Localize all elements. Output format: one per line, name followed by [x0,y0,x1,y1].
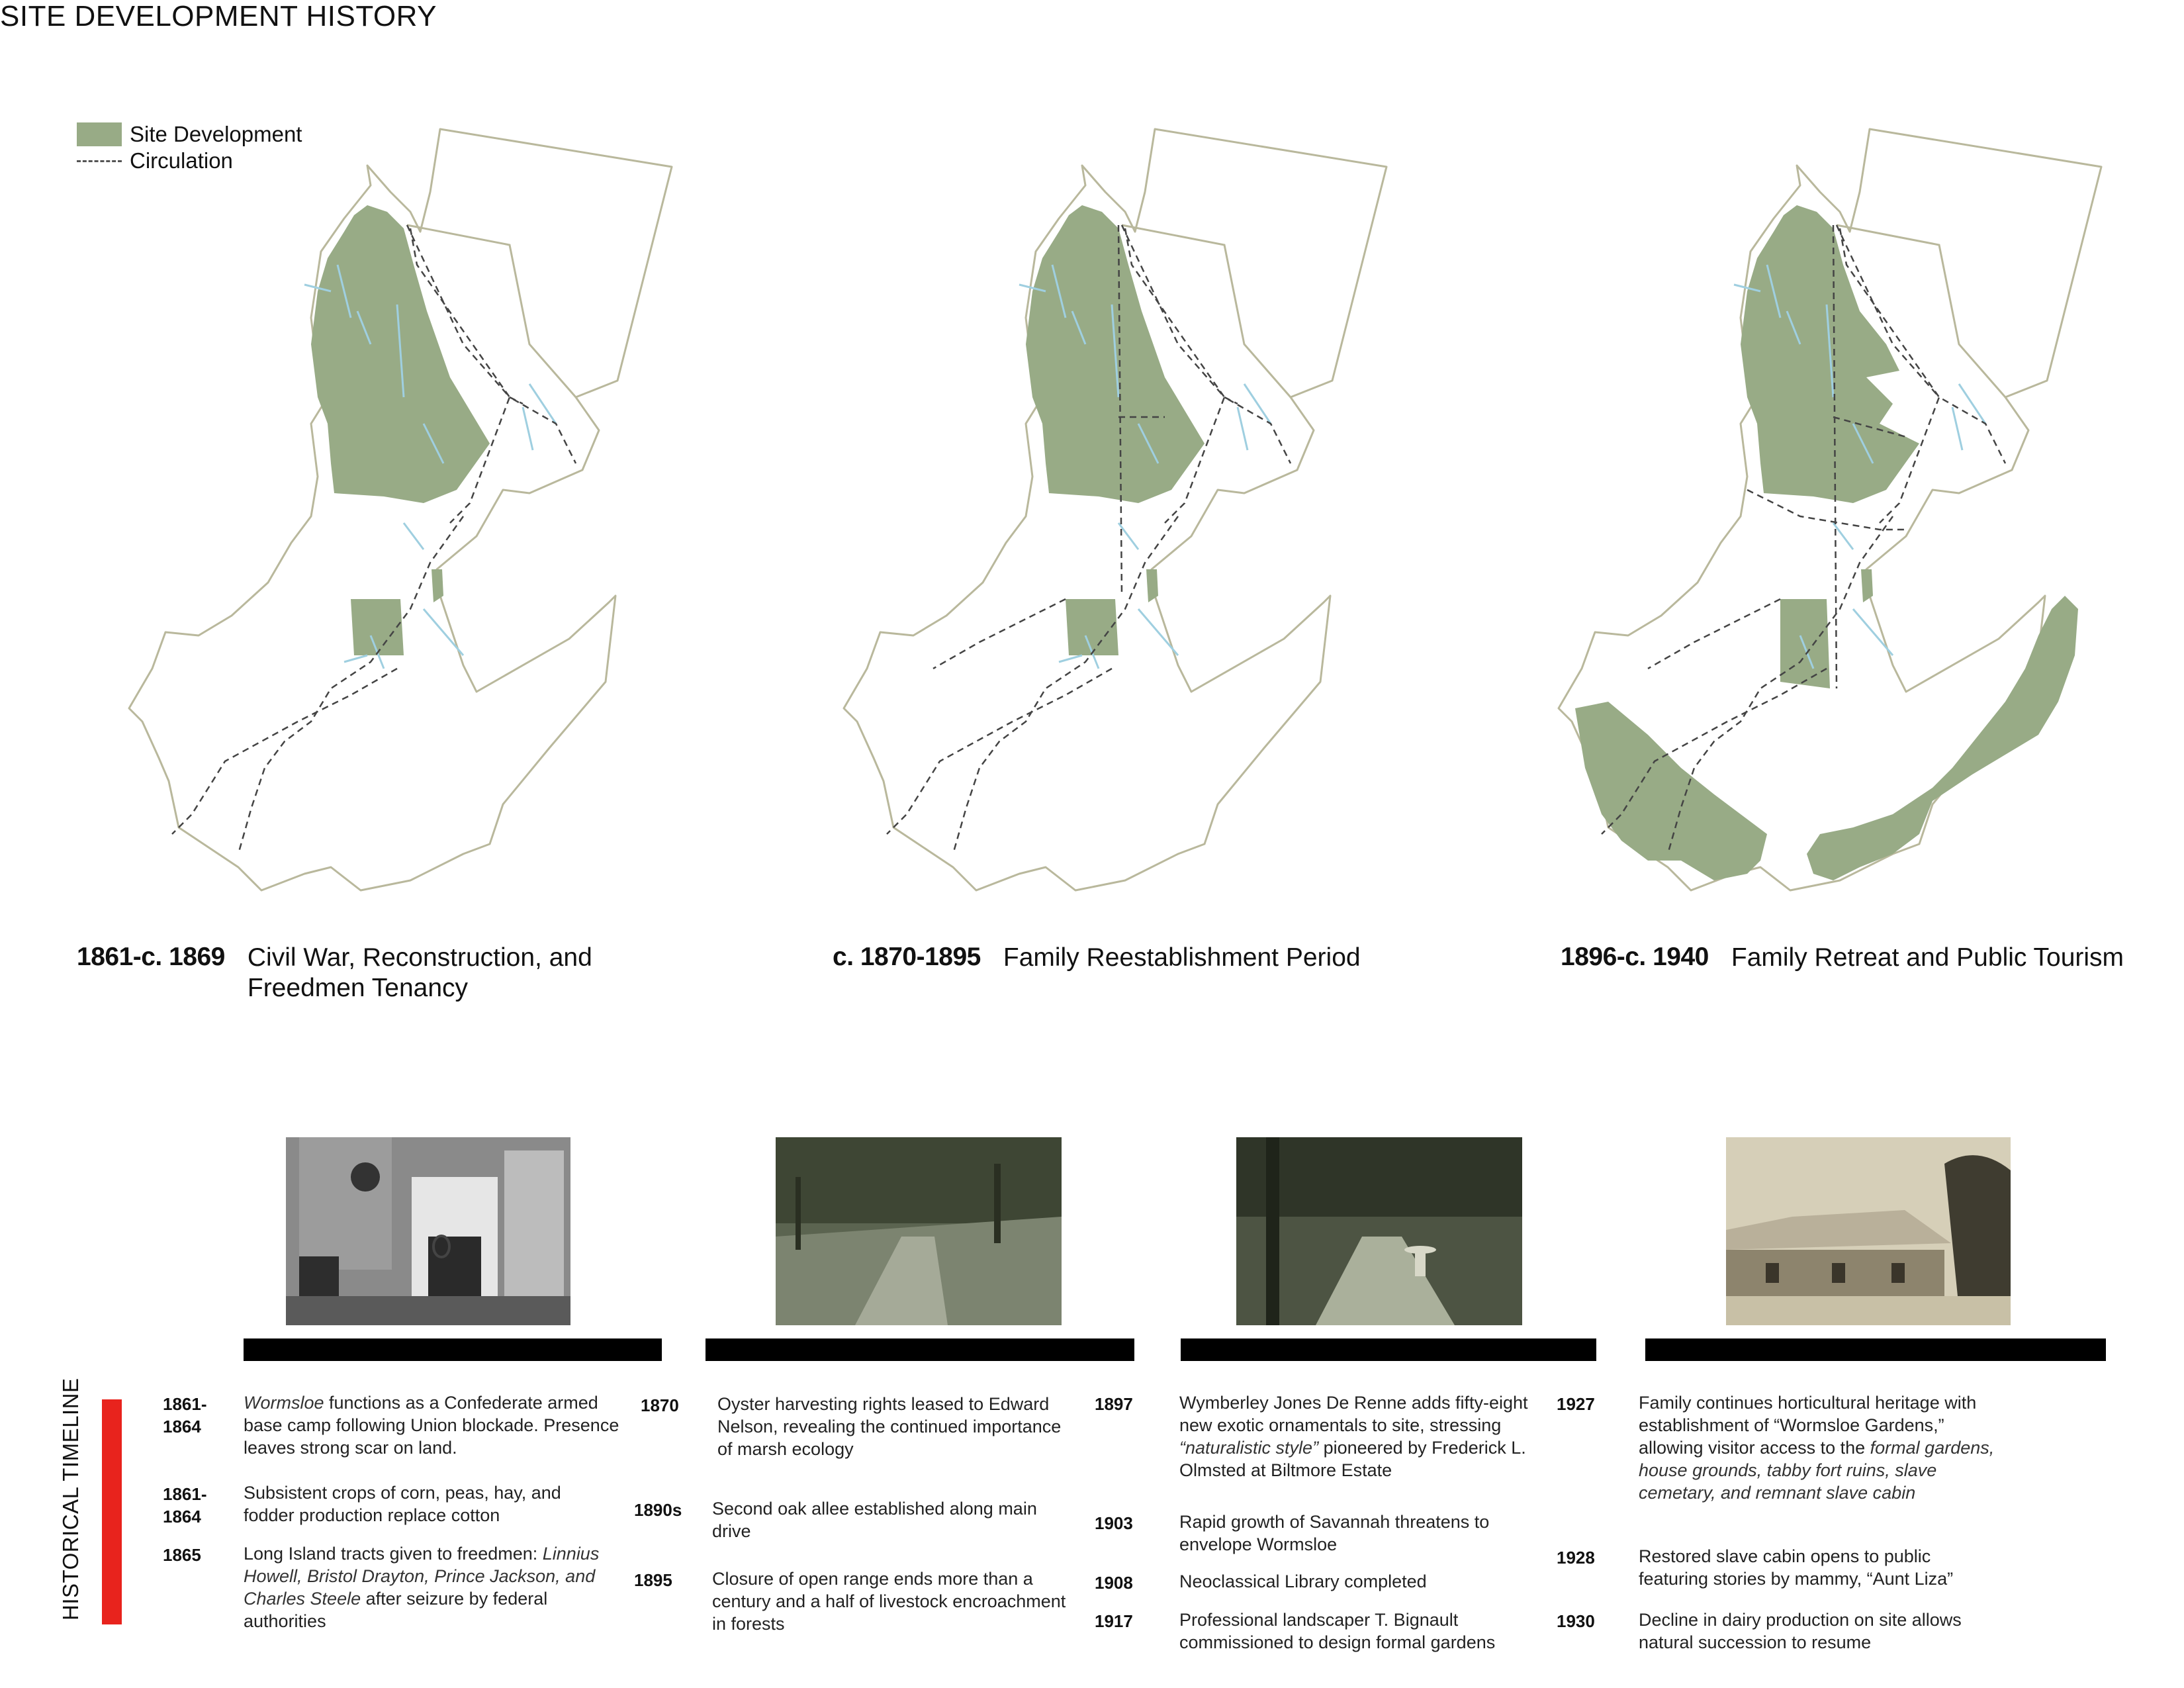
event-text [1179,1570,1530,1593]
event-year: 1861- 1864 [163,1484,207,1526]
event-text-run: Restored slave cabin opens to public featuring stories by mammy, “Aunt Liza” [1639,1546,1954,1589]
map-content [844,129,1387,890]
event-year: 1927 [1557,1394,1595,1414]
event-text [712,1497,1050,1542]
timeline-bar-3 [1181,1338,1596,1361]
event-text-run: Decline in dairy production on site allows natural succession to resume [1639,1610,1962,1652]
period-name: Family Reestablishment Period [1003,943,1361,972]
period-caption-3 [1561,943,2124,973]
event-text-italic: Linnius Howell, Bristol Drayton, Prince Jackson, and Charles Steele [244,1544,600,1609]
formal-garden-photo [1236,1137,1522,1325]
event-year: 1908 [1095,1573,1133,1593]
event-text-run: pioneered by Frederick L. Olmsted at Biltmore Estate [1179,1438,1526,1480]
map-content [129,129,672,890]
event-text [717,1393,1068,1460]
legend-label: Site Development [130,122,302,146]
event-text-run: Family continues horticultural heritage with establishment of “Wormsloe Gardens,” allowing visitor access to the [1639,1393,1977,1458]
event-text [1179,1609,1537,1654]
event-year: 1865 [163,1545,201,1565]
site-map-1896 [1430,0,2184,927]
development-area [351,599,404,655]
event-text [1639,1391,1996,1504]
period-years: 1861-c. 1869 [77,943,225,971]
development-area [1575,702,1767,880]
development-area [1780,599,1830,688]
development-area [1066,599,1118,655]
hearth-photo [286,1137,570,1325]
period-caption-2 [833,943,1361,973]
event-text-italic: “naturalistic style” [1179,1438,1319,1458]
event-text [1179,1511,1530,1556]
period-years: c. 1870-1895 [833,943,981,971]
event-text-run: Neoclassical Library completed [1179,1571,1427,1591]
event-text-run: Rapid growth of Savannah threatens to envelope Wormsloe [1179,1512,1490,1554]
event-text-run: Closure of open range ends more than a century and a half of livestock encroachment in forests [712,1569,1066,1634]
map-content [1559,129,2101,890]
event-text [244,1481,614,1526]
event-text [1639,1545,1983,1590]
event-text-run: Oyster harvesting rights leased to Edward Nelson, revealing the continued importance of marsh ecology [717,1394,1062,1459]
event-year: 1930 [1557,1611,1595,1631]
period-name: Family Retreat and Public Tourism [1731,943,2124,972]
timeline-bar-2 [705,1338,1134,1361]
event-year: 1903 [1095,1513,1133,1533]
event-text-run: Subsistent crops of corn, peas, hay, and fodder production replace cotton [244,1483,561,1525]
event-year: 1928 [1557,1548,1595,1568]
site-map-1861 [0,0,728,927]
event-year: 1870 [641,1395,679,1415]
library-building-photo [1726,1137,2011,1325]
period-caption-1 [77,943,638,1004]
event-text [244,1542,614,1632]
timeline-bar-4 [1645,1338,2106,1361]
event-year: 1897 [1095,1394,1133,1414]
page-title: SITE DEVELOPMENT HISTORY [0,0,437,32]
event-text-run: after seizure by federal authorities [244,1589,548,1631]
site-map-1870 [715,0,1443,927]
event-year: 1861- 1864 [163,1394,207,1436]
event-text [712,1568,1069,1635]
event-year: 1895 [634,1570,672,1590]
event-text-run: Second oak allee established along main drive [712,1499,1037,1541]
period-years: 1896-c. 1940 [1561,943,1709,971]
timeline-title: HISTORICAL TIMELINE [58,1378,83,1620]
timeline-bar-1 [244,1338,662,1361]
development-area [1807,596,2078,880]
event-text-italic: Wormsloe [244,1393,324,1413]
period-name: Civil War, Reconstruction, and Freedmen Tenancy [247,943,592,1002]
event-year: 1917 [1095,1611,1133,1631]
event-text [1179,1391,1537,1481]
event-text-italic: formal gardens, house grounds, tabby fort ruins, slave cemetary, and remnant slave cabin [1639,1438,1995,1503]
event-year: 1890s [634,1500,682,1520]
oak-allee-photo [776,1137,1062,1325]
timeline-accent-stripe [102,1399,122,1624]
event-text-run: Wymberley Jones De Renne adds fifty-eight new exotic ornamentals to site, stressing [1179,1393,1528,1435]
event-text-run: Long Island tracts given to freedmen: [244,1544,543,1564]
event-text-run: functions as a Confederate armed base camp following Union blockade. Presence leaves strong scar on land. [244,1393,619,1458]
event-text [1639,1609,1989,1654]
event-text [244,1391,629,1459]
legend-label: Circulation [130,148,233,173]
event-text-run: Professional landscaper T. Bignault commissioned to design formal gardens [1179,1610,1496,1652]
